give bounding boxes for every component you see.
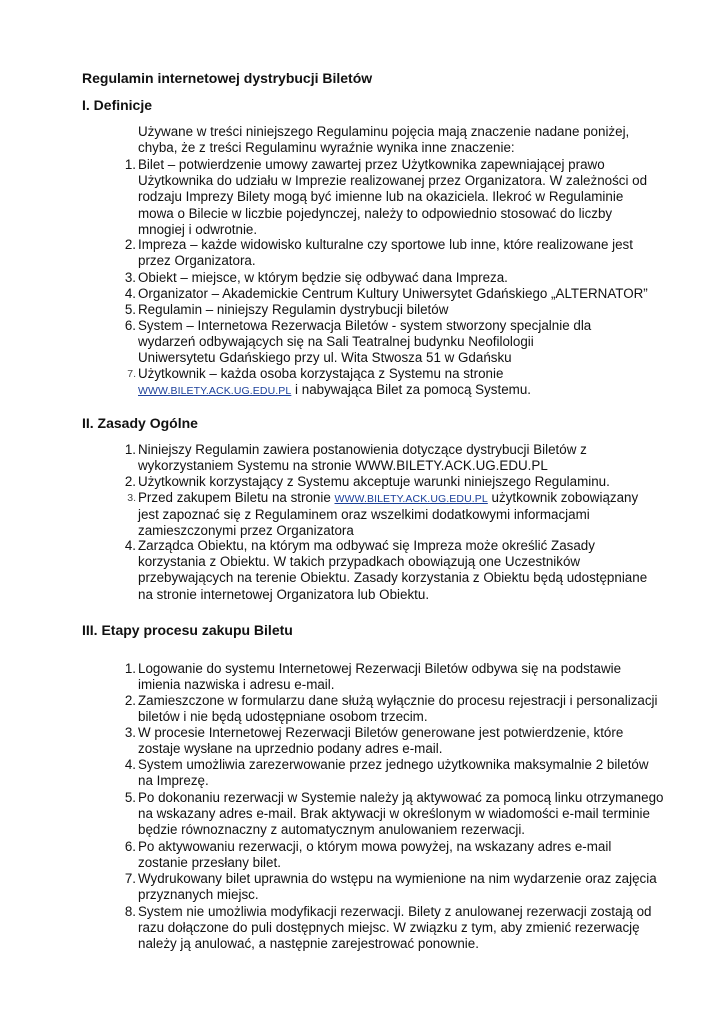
list-item — [124, 725, 660, 757]
list-item — [124, 270, 660, 286]
list-text: Logowanie do systemu Internetowej Rezerwacji Biletów odbywa się na podstawie imienia nazwiska i adresu e-mail. — [138, 661, 622, 693]
list-number: 6. — [124, 839, 136, 854]
list-item — [124, 661, 660, 693]
list-item — [124, 157, 660, 238]
list-text: Impreza – każde widowisko kulturalne czy sportowe lub inne, które realizowane jest przez Organizatora. — [138, 237, 633, 269]
list-number: 3. — [124, 725, 136, 740]
list-number: 2. — [124, 693, 136, 708]
list-text: użytkownik zobowiązany jest zapoznać się z Regulaminem oraz wszelkimi dodatkowymi informacjami zamieszczonymi przez Organizatora — [138, 490, 639, 539]
list-text: Organizator – Akademickie Centrum Kultury Uniwersytet Gdańskiego „ALTERNATOR” — [138, 286, 648, 301]
list-text: Zarządca Obiektu, na którym ma odbywać się Impreza może określić Zasady korzystania z Obiektu. W takich przypadkach obowiązują one Uczestników przebywających na terenie Obiektu. Zasady korzystania z Obiektu będą udostępniane na stronie internetowej Organizatora lub Obiektu. — [138, 538, 648, 602]
list-number: 4. — [124, 538, 136, 553]
list-number: 7. — [127, 368, 136, 380]
list-text: System – Internetowa Rezerwacja Biletów - system stworzony specjalnie dla wydarzeń odbywających się na Sali Teatralnej budynku Neofilologii Uniwersytetu Gdańskiego przy ul. Wita Stwosza 51 w Gdańsku — [138, 318, 592, 366]
list-item — [124, 286, 660, 302]
list-text: Po aktywowaniu rezerwacji, o którym mowa powyżej, na wskazany adres e-mail zostanie przesłany bilet. — [138, 839, 612, 871]
list-number: 1. — [124, 442, 136, 457]
list-item — [127, 490, 660, 540]
list-item — [124, 318, 608, 367]
list-text: Obiekt – miejsce, w którym będzie się odbywać dana Impreza. — [138, 270, 508, 285]
list-item — [124, 538, 660, 603]
list-item — [124, 302, 660, 318]
section-1-intro: Używane w treści niniejszego Regulaminu pojęcia mają znaczenie nadane poniżej, chyba, że z treści Regulaminu wyraźnie wynika inne znaczenie: — [138, 124, 630, 156]
list-number: 5. — [124, 302, 136, 317]
list-number: 5. — [124, 790, 136, 805]
list-item — [124, 757, 660, 789]
list-item — [124, 871, 664, 903]
list-text: Bilet – potwierdzenie umowy zawartej przez Użytkownika zapewniającej prawo Użytkownika do udziału w Imprezie realizowanej przez Organizatora. W zależności od rodzaju Imprezy Bilety mogą być imienne lub na okaziciela. Ilekroć w Regulaminie mowa o Bilecie w liczbie pojedynczej, należy to odpowiednio stosować do liczby mnogiej i odwrotnie. — [138, 157, 648, 237]
list-number: 1. — [124, 157, 136, 172]
list-text: System nie umożliwia modyfikacji rezerwacji. Bilety z anulowanej rezerwacji zostają od razu dołączone do puli dostępnych miejsc. W związku z tym, aby zmienić rezerwację należy ją anulować, a następnie zarejestrować ponownie. — [138, 904, 652, 952]
list-item — [124, 442, 660, 474]
list-text: System umożliwia zarezerwowanie przez jednego użytkownika maksymalnie 2 biletów na Imprezę. — [138, 757, 649, 789]
list-number: 6. — [124, 318, 136, 333]
list-text: Wydrukowany bilet uprawnia do wstępu na wymienione na nim wydarzenie oraz zajęcia przyznanych miejsc. — [138, 871, 657, 903]
list-number: 3. — [124, 270, 136, 285]
list-text: Regulamin – niniejszy Regulamin dystrybucji biletów — [138, 302, 449, 317]
list-number: 3. — [127, 492, 136, 504]
list-number: 4. — [124, 757, 136, 772]
list-text: i nabywająca Bilet za pomocą Systemu. — [291, 382, 531, 398]
list-text: Przed zakupem Biletu na stronie — [138, 490, 335, 505]
list-number: 7. — [124, 871, 136, 886]
list-item — [124, 474, 660, 490]
list-text: W procesie Internetowej Rezerwacji Biletów generowane jest potwierdzenie, które zostaje wysłane na uprzednio podany adres e-mail. — [138, 725, 624, 757]
bilety-website-link[interactable]: WWW.BILETY.ACK.UG.EDU.PL — [138, 385, 292, 398]
section-1-heading: I. Definicje — [82, 97, 153, 113]
bilety-website-link[interactable]: WWW.BILETY.ACK.UG.EDU.PL — [334, 493, 488, 505]
list-item — [124, 790, 664, 839]
list-item — [127, 366, 660, 399]
section-3-heading: III. Etapy procesu zakupu Biletu — [82, 622, 293, 638]
section-2-heading: II. Zasady Ogólne — [82, 415, 198, 431]
list-text: Niniejszy Regulamin zawiera postanowienia dotyczące dystrybucji Biletów z wykorzystaniem Systemu na stronie WWW.BILETY.ACK.UG.EDU.PL — [138, 442, 587, 474]
list-number: 2. — [124, 237, 136, 252]
list-number: 1. — [124, 661, 136, 676]
list-text: Po dokonaniu rezerwacji w Systemie należy ją aktywować za pomocą linku otrzymanego na wskazany adres e-mail. Brak aktywacji w określonym w wiadomości e-mail terminie będzie równoznaczny z automatycznym anulowaniem rezerwacji. — [138, 790, 664, 838]
list-item — [124, 904, 664, 953]
list-item — [124, 693, 664, 725]
list-item — [124, 839, 660, 871]
list-number: 8. — [124, 904, 136, 919]
list-number: 4. — [124, 286, 136, 301]
list-number: 2. — [124, 474, 136, 489]
list-text: Zamieszczone w formularzu dane służą wyłącznie do procesu rejestracji i personalizacji biletów i nie będą udostępniane osobom trzecim. — [138, 693, 658, 725]
document-title: Regulamin internetowej dystrybucji Biletów — [82, 70, 373, 86]
list-text: Użytkownik korzystający z Systemu akceptuje warunki niniejszego Regulaminu. — [138, 474, 610, 489]
list-text: Użytkownik – każda osoba korzystająca z Systemu na stronie — [138, 366, 504, 381]
list-item — [124, 237, 660, 269]
